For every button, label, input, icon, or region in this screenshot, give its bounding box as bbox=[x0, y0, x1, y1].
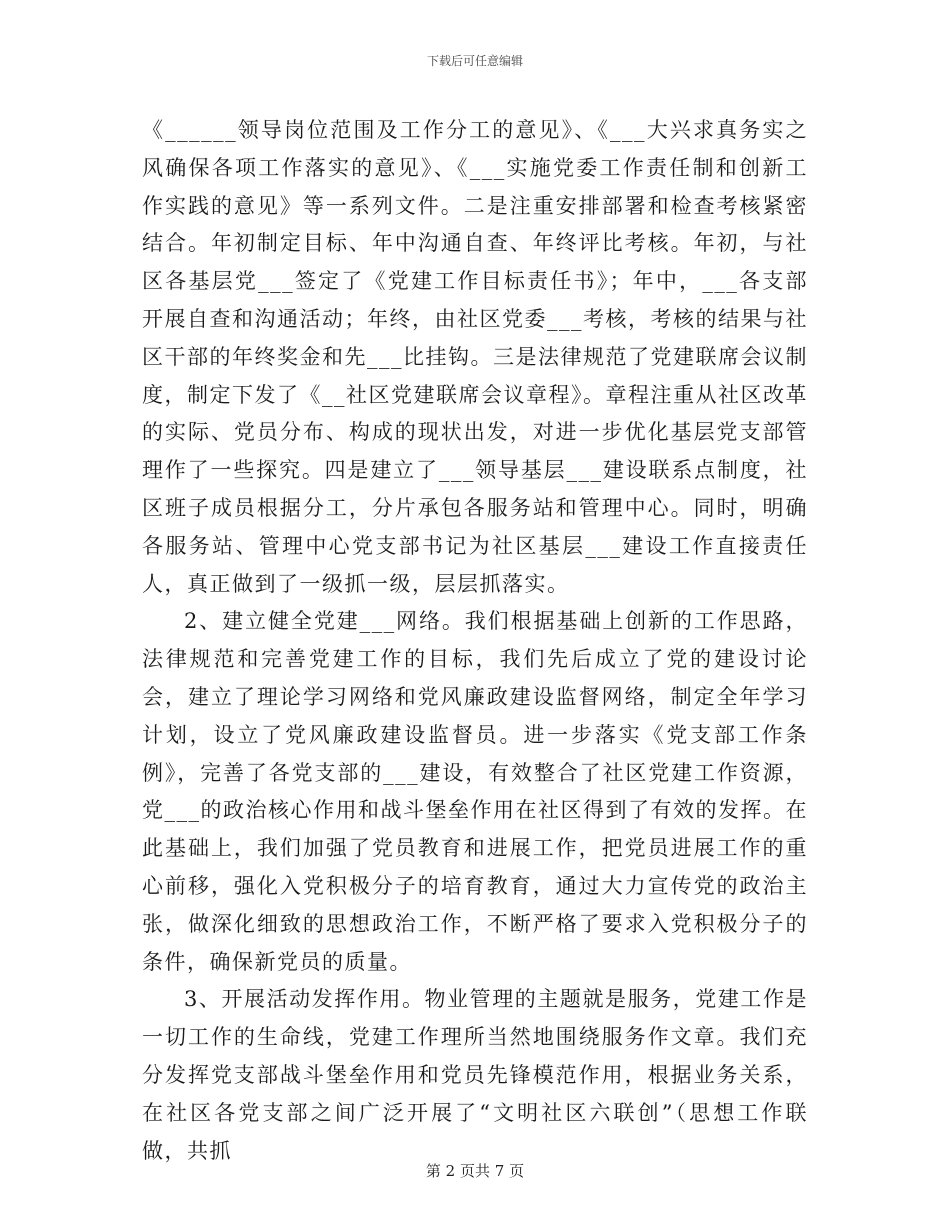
document-body bbox=[142, 112, 808, 1170]
paragraph-3: 3、开展活动发挥作用。物业管理的主题就是服务，党建工作是一切工作的生命线，党建工作理所当然地围绕服务作文章。我们充分发挥党支部战斗堡垒作用和党员先锋模范作用，根据业务关系，在社区各党支部之间广泛开展了“文明社区六联创”（思想工作联做，共抓 bbox=[142, 987, 808, 1163]
page-footer: 第 2 页共 7 页 bbox=[425, 1162, 525, 1180]
paragraph-2: 2、建立健全党建___网络。我们根据基础上创新的工作思路，法律规范和完善党建工作的目标，我们先后成立了党的建设讨论会，建立了理论学习网络和党风廉政建设监督网络，制定全年学习计划，设立了党风廉政建设监督员。进一步落实《党支部工作条例》，完善了各党支部的___建设，有效整合了社区党建工作资源，党___的政治核心作用和战斗堡垒作用在社区得到了有效的发挥。在此基础上，我们加强了党员教育和进展工作，把党员进展工作的重心前移，强化入党积极分子的培育教育，通过大力宣传党的政治主张，做深化细致的思想政治工作，不断严格了要求入党积极分子的条件，确保新党员的质量。 bbox=[142, 609, 808, 974]
page-header: 下载后可任意编辑 bbox=[426, 54, 523, 68]
paragraph-1: 《______领导岗位范围及工作分工的意见》、《___大兴求真务实之风确保各项工作落实的意见》、《___实施党委工作责任制和创新工作实践的意见》等一系列文件。二是注重安排部署和检查考核紧密结合。年初制定目标、年中沟通自查、年终评比考核。年初，与社区各基层党___签定了《党建工作目标责任书》；年中，___各支部开展自查和沟通活动；年终，由社区党委___考核，考核的结果与社区干部的年终奖金和先___比挂钩。三是法律规范了党建联席会议制度，制定下发了《__社区党建联席会议章程》。章程注重从社区改革的实际、党员分布、构成的现状出发，对进一步优化基层党支部管理作了一些探究。四是建立了___领导基层___建设联系点制度，社区班子成员根据分工，分片承包各服务站和管理中心。同时，明确各服务站、管理中心党支部书记为社区基层___建设工作直接责任人，真正做到了一级抓一级，层层抓落实。 bbox=[142, 118, 808, 596]
